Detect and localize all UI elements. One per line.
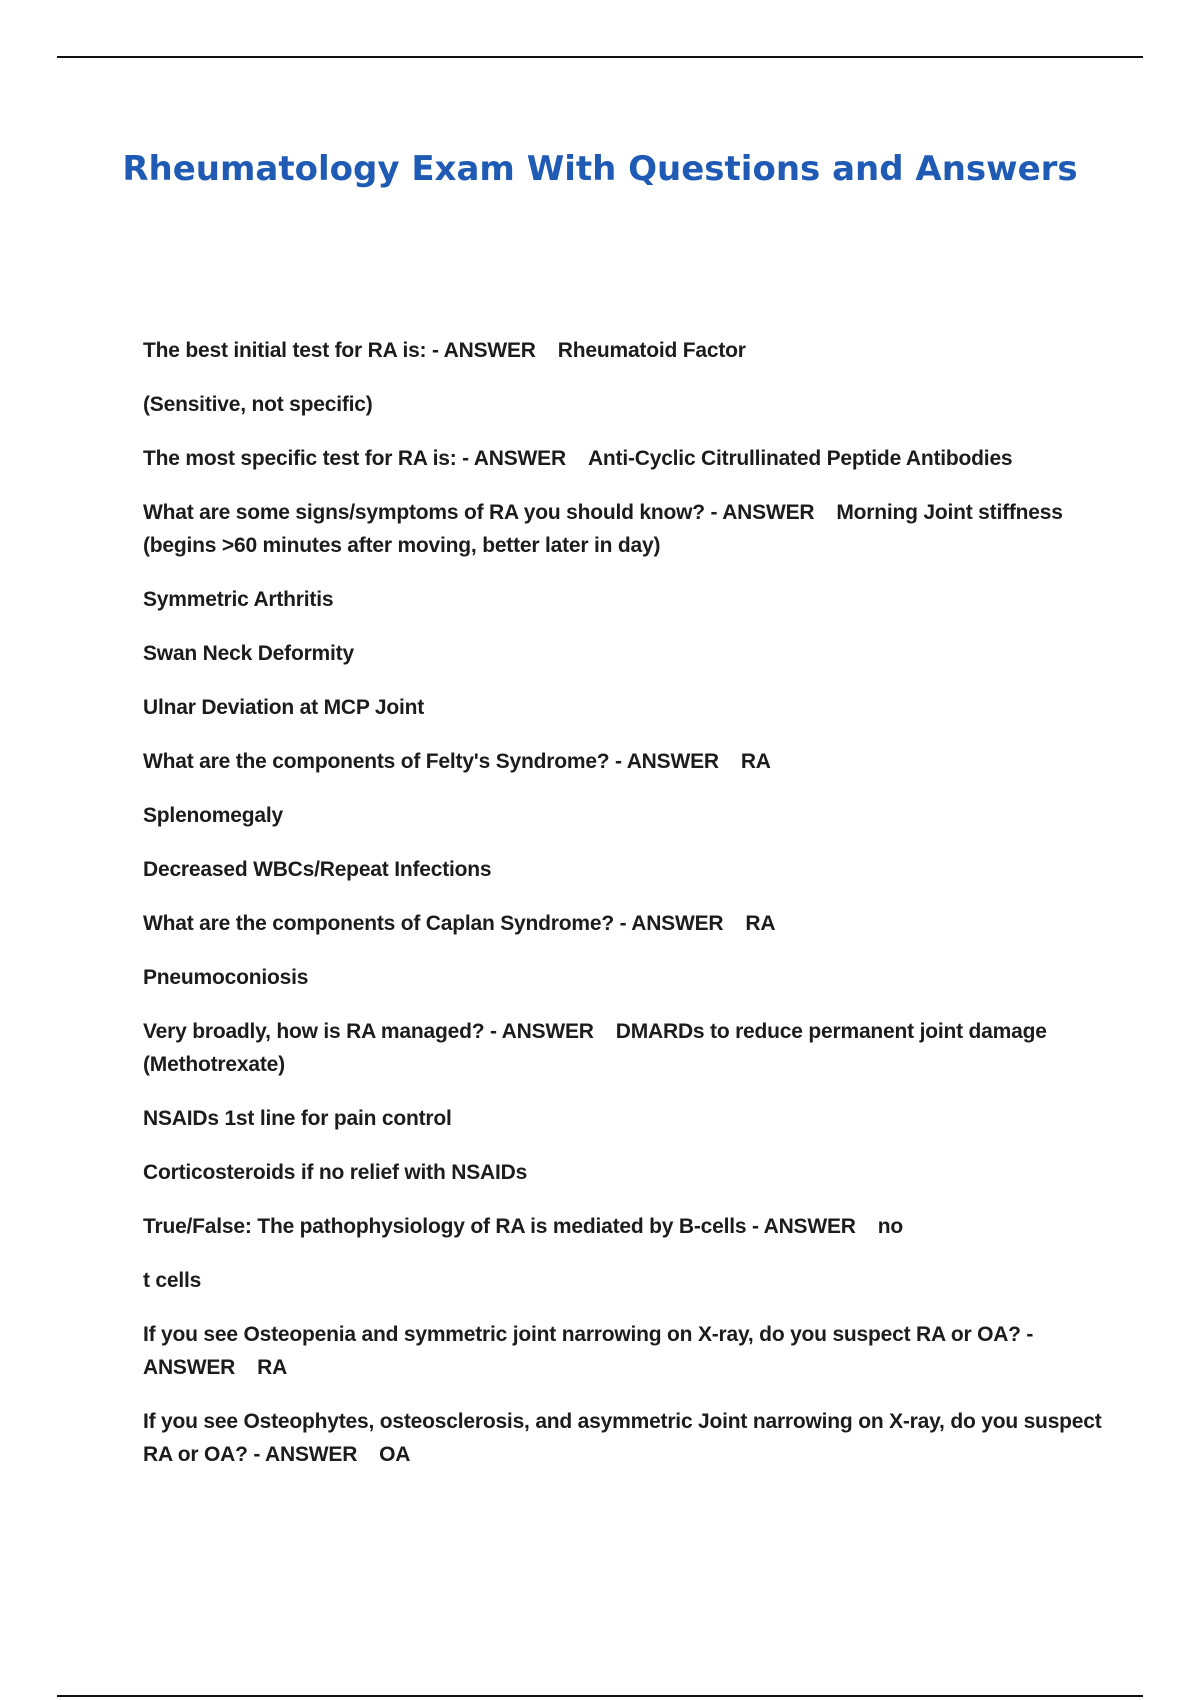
answer-text: RA xyxy=(745,912,776,935)
question-text: What are the components of Felty's Syndrome? - ANSWER xyxy=(143,750,719,773)
question-text: If you see Osteophytes, osteosclerosis, and asymmetric Joint narrowing on X-ray, do you suspect RA or OA? - ANSWER xyxy=(143,1410,1102,1466)
answer-text: NSAIDs 1st line for pain control xyxy=(143,1107,452,1130)
answer-text: OA xyxy=(379,1443,411,1466)
answer-text: Anti-Cyclic Citrullinated Peptide Antibodies xyxy=(587,447,1013,470)
qa-content xyxy=(143,334,1103,1492)
qa-paragraph xyxy=(143,961,1103,994)
qa-paragraph xyxy=(143,388,1103,421)
qa-paragraph xyxy=(143,907,1103,940)
qa-paragraph xyxy=(143,1015,1103,1081)
qa-paragraph xyxy=(143,637,1103,670)
qa-paragraph xyxy=(143,583,1103,616)
answer-text: RA xyxy=(740,750,771,773)
qa-paragraph xyxy=(143,691,1103,724)
question-text: Very broadly, how is RA managed? - ANSWER xyxy=(143,1020,594,1043)
qa-paragraph xyxy=(143,496,1103,562)
question-text: The most specific test for RA is: - ANSWER xyxy=(143,447,566,470)
answer-text: Rheumatoid Factor xyxy=(557,339,746,362)
qa-paragraph xyxy=(143,1156,1103,1189)
answer-text: Ulnar Deviation at MCP Joint xyxy=(143,696,425,719)
qa-paragraph xyxy=(143,442,1103,475)
answer-text: Decreased WBCs/Repeat Infections xyxy=(143,858,492,881)
answer-text: RA xyxy=(257,1356,288,1379)
question-text: The best initial test for RA is: - ANSWER xyxy=(143,339,536,362)
qa-paragraph xyxy=(143,799,1103,832)
qa-paragraph xyxy=(143,1264,1103,1297)
qa-paragraph xyxy=(143,745,1103,778)
qa-paragraph xyxy=(143,1318,1103,1384)
top-rule xyxy=(57,56,1143,58)
question-text: True/False: The pathophysiology of RA is mediated by B-cells - ANSWER xyxy=(143,1215,856,1238)
question-text: If you see Osteopenia and symmetric joint narrowing on X-ray, do you suspect RA or OA? - ANSWER xyxy=(143,1323,1034,1379)
qa-paragraph xyxy=(143,853,1103,886)
answer-text: DMARDs to reduce permanent joint damage (Methotrexate) xyxy=(143,1020,1047,1076)
question-text: What are the components of Caplan Syndrome? - ANSWER xyxy=(143,912,724,935)
question-text: What are some signs/symptoms of RA you should know? - ANSWER xyxy=(143,501,815,524)
answer-text: Symmetric Arthritis xyxy=(143,588,334,611)
qa-paragraph xyxy=(143,1210,1103,1243)
qa-paragraph xyxy=(143,1102,1103,1135)
qa-paragraph xyxy=(143,334,1103,367)
answer-text: no xyxy=(877,1215,904,1238)
bottom-rule xyxy=(57,1695,1143,1697)
answer-text: Morning Joint stiffness (begins >60 minutes after moving, better later in day) xyxy=(143,501,1063,557)
qa-paragraph xyxy=(143,1405,1103,1471)
answer-text: Swan Neck Deformity xyxy=(143,642,354,665)
answer-text: t cells xyxy=(143,1269,202,1292)
answer-text: Pneumoconiosis xyxy=(143,966,309,989)
answer-text: (Sensitive, not specific) xyxy=(143,393,373,416)
answer-text: Corticosteroids if no relief with NSAIDs xyxy=(143,1161,528,1184)
answer-text: Splenomegaly xyxy=(143,804,283,827)
document-title: Rheumatology Exam With Questions and Answers xyxy=(122,149,1078,189)
